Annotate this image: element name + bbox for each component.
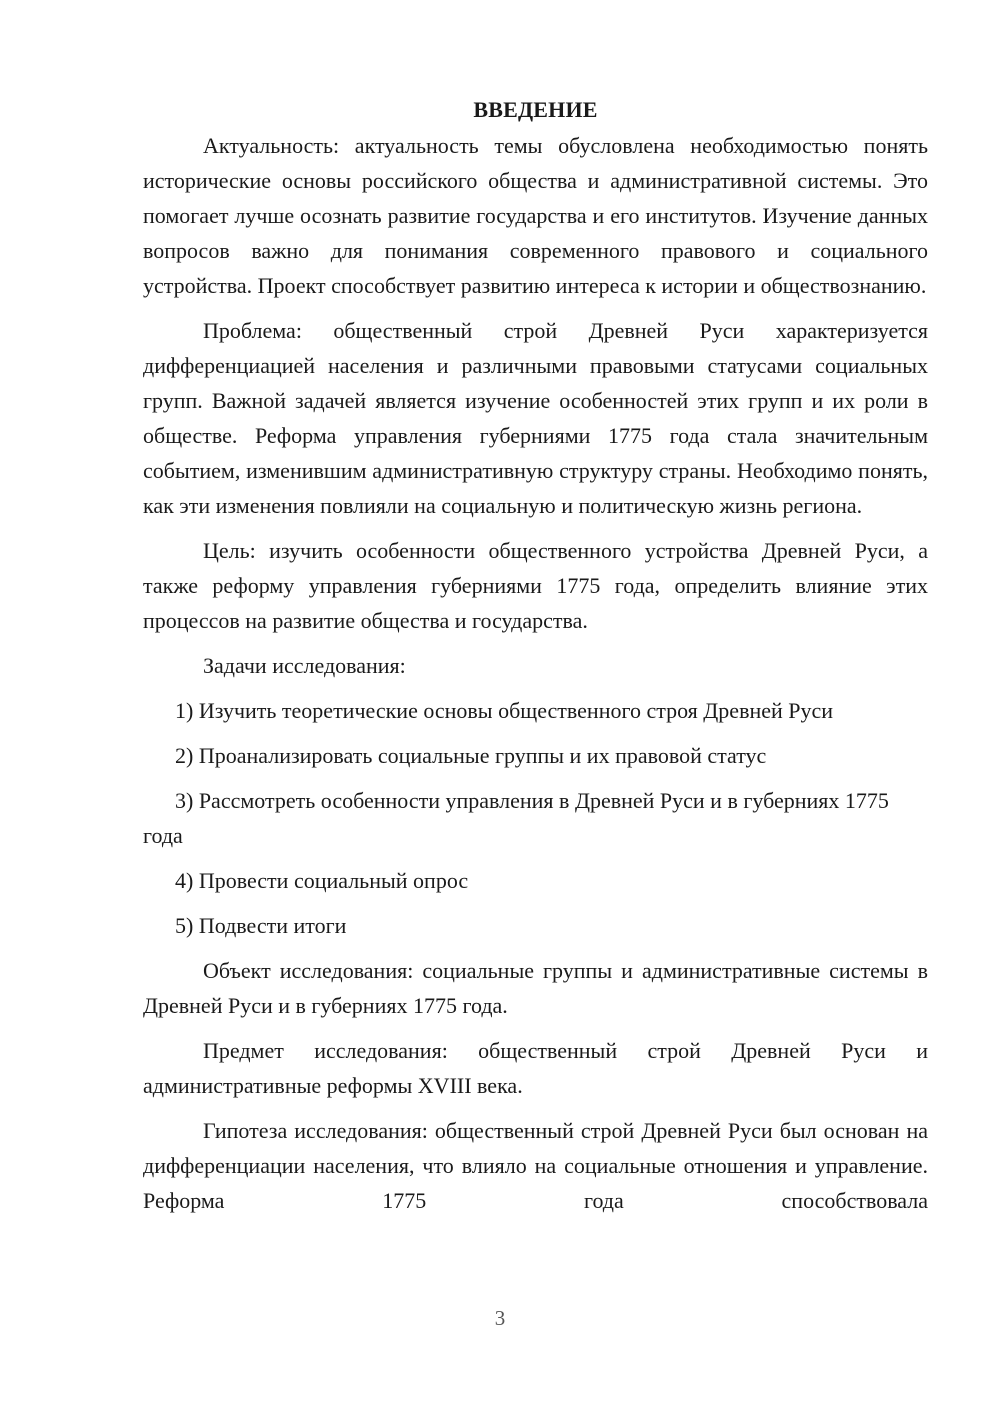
section-title: ВВЕДЕНИЕ: [473, 97, 598, 122]
paragraph-problem: Проблема: общественный строй Древней Руси характеризуется дифференциацией населения и различными правовыми статусами социальных групп. Важной задачей является изучение особенностей этих групп и их роли в обществе. Реформа управления губерниями 1775 года стала значительным событием, изменившим административную структуру страны. Необходимо понять, как эти изменения повлияли на социальную и политическую жизнь региона.: [143, 318, 928, 518]
paragraph-relevance: Актуальность: актуальность темы обусловлена необходимостью понять исторические основы российского общества и административной системы. Это помогает лучше осознать развитие государства и его институтов. Изучение данных вопросов важно для понимания современного правового и социального устройства. Проект способствует развитию интереса к истории и обществознанию.: [143, 133, 928, 298]
task-item: 2) Проанализировать социальные группы и их правовой статус: [175, 743, 767, 768]
paragraph-hypothesis: Гипотеза исследования: общественный строй Древней Руси был основан на дифференциации населения, что влияло на социальные отношения и управление. Реформа 1775 года способствовала: [143, 1118, 928, 1213]
paragraph-goal: Цель: изучить особенности общественного устройства Древней Руси, а также реформу управления губерниями 1775 года, определить влияние этих процессов на развитие общества и государства.: [143, 538, 928, 633]
task-item: 5) Подвести итоги: [175, 913, 347, 938]
task-item: 4) Провести социальный опрос: [175, 868, 469, 893]
task-item: 1) Изучить теоретические основы общественного строя Древней Руси: [175, 698, 834, 723]
tasks-label: Задачи исследования:: [203, 653, 406, 678]
document-page: [143, 92, 928, 1228]
paragraph-object: Объект исследования: социальные группы и административные системы в Древней Руси и в губерниях 1775 года.: [143, 958, 928, 1018]
paragraph-subject: Предмет исследования: общественный строй Древней Руси и административные реформы XVIII века.: [143, 1038, 928, 1098]
task-item: 3) Рассмотреть особенности управления в Древней Руси и в губерниях 1775 года: [143, 788, 889, 848]
page-number: 3: [494, 1306, 506, 1330]
